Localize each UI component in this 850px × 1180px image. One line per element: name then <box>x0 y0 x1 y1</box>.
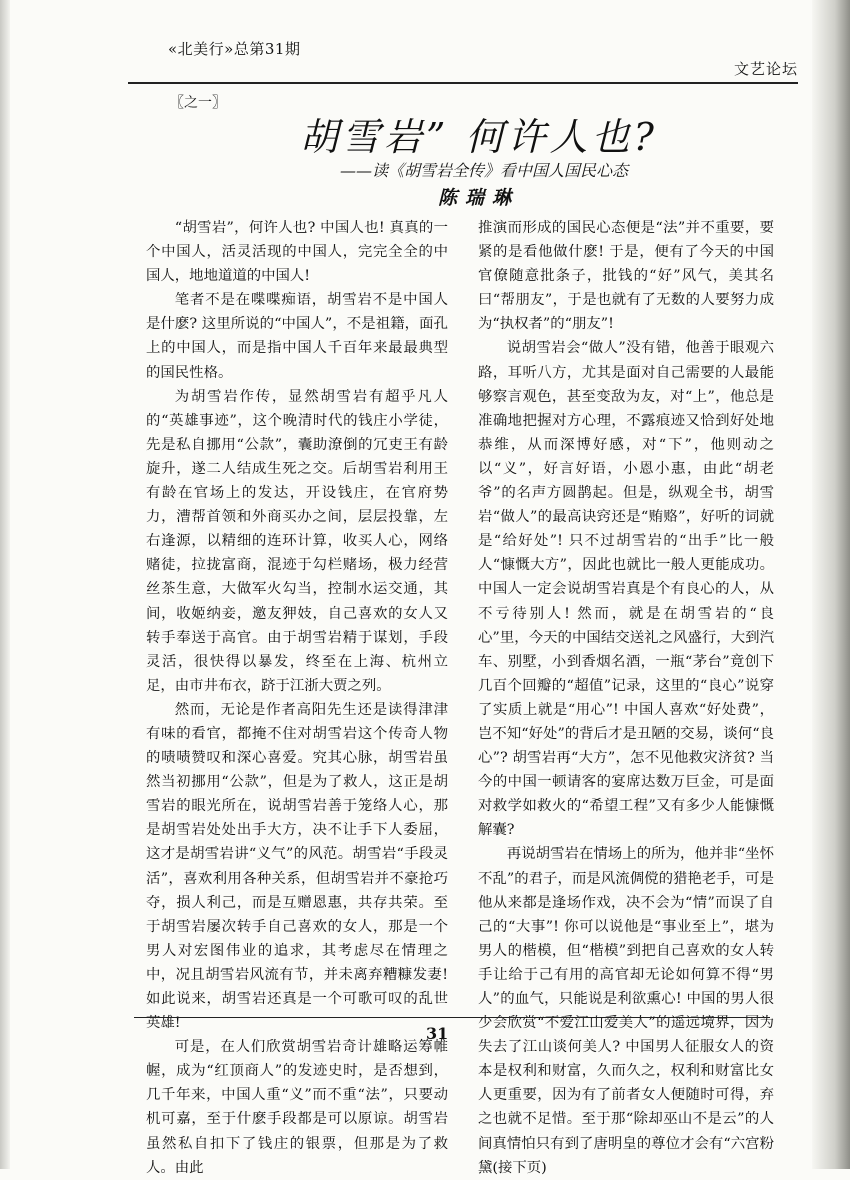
paragraph: 为胡雪岩作传，显然胡雪岩有超乎凡人的“英雄事迹”，这个晚清时代的钱庄小学徒，先是私自挪用“公款”，囊助潦倒的冗吏王有龄旋升，遂二人结成生死之交。后胡雪岩利用王有龄在官场上的发达，开设钱庄，在官府势力，漕帮首领和外商买办之间，层层投靠，左右逢源，以精细的连环计算，收买人心，网络赌徒，拉拢富商，混迹于勾栏赌场，极力经营丝茶生意，大做军火勾当，控制水运交通，其间，收姬纳妾，邀友狎妓，自己喜欢的女人又转手奉送于高官。由于胡雪岩精于谋划，手段灵活，很快得以暴发，终至在上海、杭州立足，由市井布衣，跻于江浙大贾之列。 <box>146 388 448 694</box>
paragraph: 说胡雪岩会“做人”没有错，他善于眼观六路，耳听八方，尤其是面对自己需要的人最能够察言观色，甚至变敌为友，对“上”，他总是准确地把握对方心理，不露痕迹又恰到好处地恭维，从而深博好感，对“下”，他则动之以“义”，好言好语，小恩小惠，由此“胡老爷”的名声方圆鹊起。但是，纵观全书，胡雪岩“做人”的最高诀窍还是“贿赂”，好听的词就是“给好处”! 只不过胡雪岩的“出手”比一般人“慷慨大方”，因此也就比一般人更能成功。中国人一定会说胡雪岩真是个有良心的人，从不亏待别人! 然而，就是在胡雪岩的“良心”里，今天的中国结交送礼之风盛行，大到汽车、别墅，小到香烟名酒，一瓶“茅台”竟创下几百个回瓣的“超值”记录，这里的“良心”说穿了实质上就是“用心”! 中国人喜欢“好处费”，岂不知“好处”的背后才是丑陋的交易，谈何“良心”? 胡雪岩再“大方”，怎不见他救灾济贫? 当今的中国一顿请客的宴席达数万巨金，可是面对救学如救火的“希望工程”又有多少人能慷慨解囊? <box>478 340 774 839</box>
article-title: 胡雪岩” 何许人也? <box>300 115 658 159</box>
journal-header: «北美行»总第31期 <box>168 40 301 58</box>
article-subtitle: ——读《胡雪岩全传》看中国人国民心态 <box>340 161 629 180</box>
article-author: 陈瑞琳 <box>438 187 520 209</box>
series-tag: 〖之一〗 <box>170 95 226 111</box>
left-column <box>146 216 448 1180</box>
section-header: 文艺论坛 <box>733 60 798 78</box>
right-column <box>478 216 774 1180</box>
paragraph: 笔者不是在喋喋痴语，胡雪岩不是中国人是什麽? 这里所说的“中国人”，不是祖籍，面孔上的中国人，而是指中国人千百年来最最典型的国民性格。 <box>146 292 448 381</box>
scan-edge-right <box>812 0 850 1169</box>
footer-divider <box>134 1017 770 1018</box>
paragraph: 再说胡雪岩在情场上的所为，他并非“坐怀不乱”的君子，而是风流倜傥的猎艳老手，可是他从来都是逢场作戏，决不会为“情”而误了自己的“大事”! 你可以说他是“事业至上”，堪为男人的楷模，但“楷模”到把自己喜欢的女人转手让给于己有用的高官却无论如何算不得“男人”的血气，只能说是利欲熏心! 中国的男人很少会欣赏“不爱江山爱美人”的遥远境界，因为失去了江山谈何美人? 中国男人征服女人的资本是权利和财富，久而久之，权利和财富比女人更重要，因为有了前者女人便随时可得，弃之也就不足惜。至于那“除却巫山不是云”的人间真情怕只有到了唐明皇的尊位才会有“六宫粉黛(接下页) <box>478 846 774 1176</box>
header-divider <box>128 82 798 84</box>
scan-edge-left <box>0 0 10 1169</box>
paragraph: 可是，在人们欣赏胡雪岩奇计雄略运筹帷幄，成为“红顶商人”的发迹史时，是否想到，几千年来，中国人重“义”而不重“法”，只要动机可嘉，至于什麽手段都是可以原谅。胡雪岩虽然私自扣下了钱庄的银票，但那是为了救人。由此 <box>146 1039 448 1176</box>
paragraph: 然而，无论是作者高阳先生还是读得津津有味的看官，都掩不住对胡雪岩这个传奇人物的啧啧赞叹和深心喜爱。究其心脉，胡雪岩虽然当初挪用“公款”，但是为了救人，这正是胡雪岩的眼光所在，说胡雪岩善于笼络人心，那是胡雪岩处处出手大方，决不让手下人委屈，这才是胡雪岩讲“义气”的风范。胡雪岩“手段灵活”，喜欢利用各种关系，但胡雪岩并不豪抢巧夺，损人利己，而是互赠恩惠，共存共荣。至于胡雪岩屡次转手自己喜欢的女人，那是一个男人对宏图伟业的追求，其考虑尽在情理之中，况且胡雪岩风流有节，并未离弃糟糠发妻! 如此说来，胡雪岩还真是一个可歌可叹的乱世英雄! <box>146 701 448 1032</box>
page-number: 31 <box>426 1024 449 1043</box>
paragraph: “胡雪岩”，何许人也? 中国人也! 真真的一个中国人，活灵活现的中国人，完完全全的中国人，地地道道的中国人! <box>146 220 448 285</box>
paragraph: 推演而形成的国民心态便是“法”并不重要，要紧的是看他做什麽! 于是，便有了今天的中国官僚随意批条子，批钱的“好”风气，美其名曰“帮朋友”，于是也就有了无数的人要努力成为“执权者”的“朋友”! <box>478 220 774 333</box>
